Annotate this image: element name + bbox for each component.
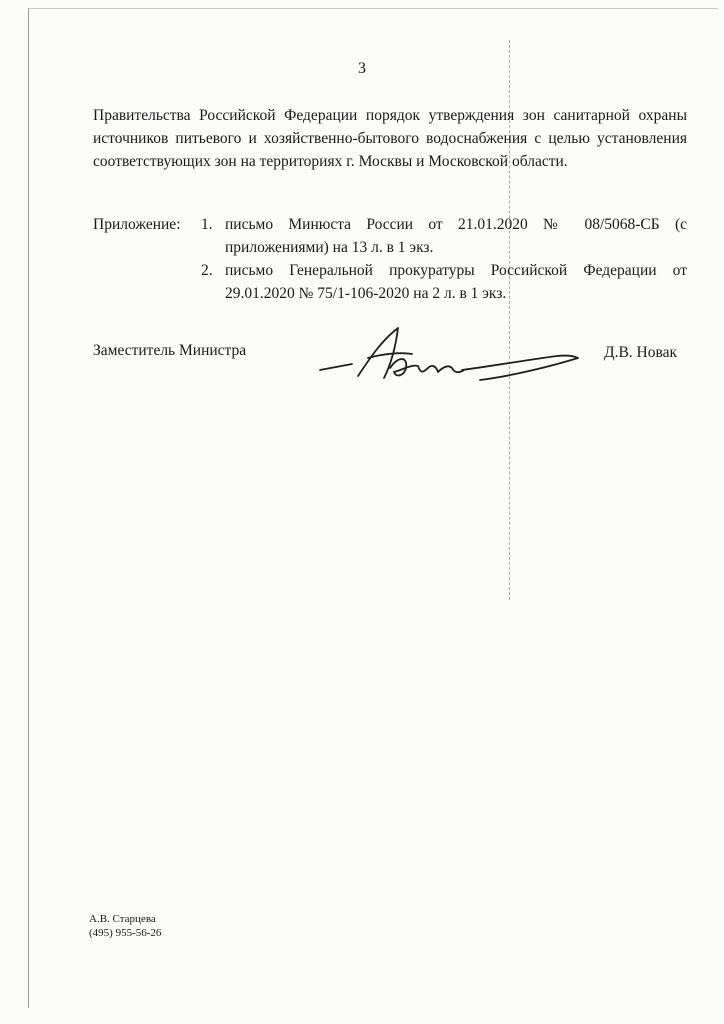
attachment-text: письмо Генеральной прокуратуры Российской Федерации от 29.01.2020 № 75/1-106-2020 на 2 л. в 1 экз. [225,262,687,302]
attachment-item [201,259,687,305]
attachment-item [201,213,687,259]
body-paragraph: Правительства Российской Федерации порядок утверждения зон санитарной охраны источников питьевого и хозяйственно-бытового водоснабжения с целью установления соответствующих зон на территориях г. Москвы и Московской области. [93,107,687,170]
signer-name: Д.В. Новак [604,344,678,361]
executor-phone: (495) 955-56-26 [89,927,162,939]
handwritten-signature [312,318,582,398]
attachment-text: письмо Минюста России от 21.01.2020 № 08/5068-СБ (с приложениями) на 13 л. в 1 экз. [225,216,687,256]
executor-name: А.В. Старцева [89,913,156,925]
scan-edge-top [28,8,718,9]
attachments-label: Приложение: [93,216,181,233]
executor-info [89,912,161,940]
scan-edge-left [28,8,29,1008]
attachment-number: 2. [201,262,213,279]
signer-position: Заместитель Министра [93,342,247,359]
attachment-number: 1. [201,216,213,233]
page-number: 3 [358,60,366,77]
